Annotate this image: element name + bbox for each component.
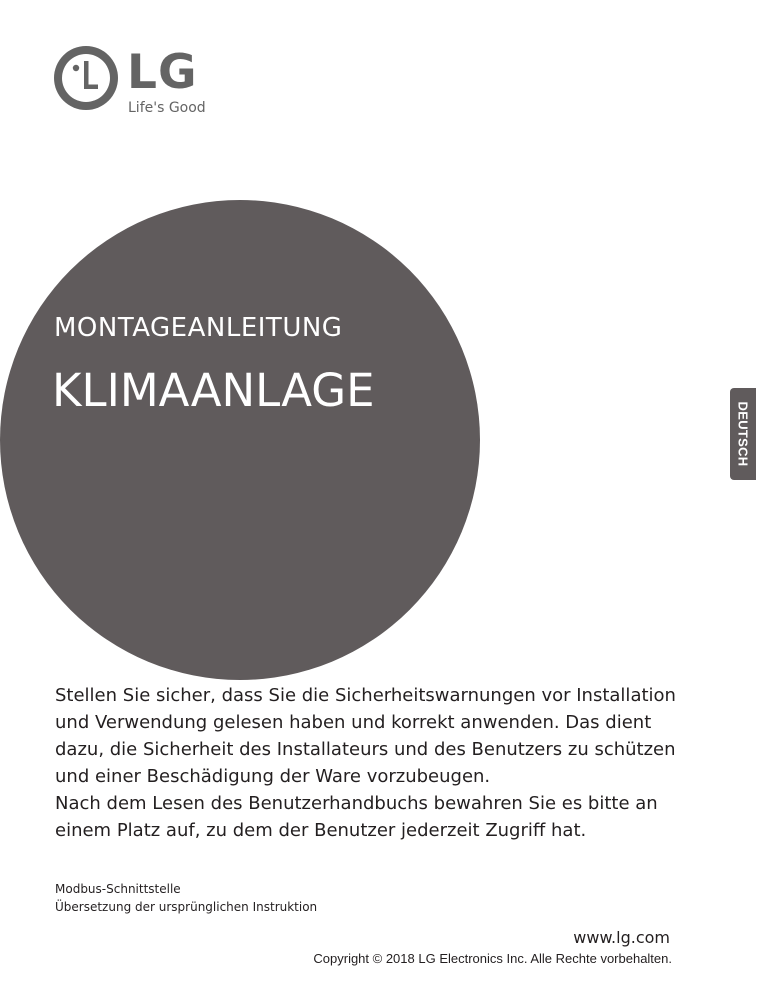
brand-name: LG <box>127 45 198 100</box>
language-tab <box>730 388 756 480</box>
language-label: DEUTSCH <box>735 401 751 467</box>
lg-face-icon <box>54 46 118 110</box>
brand-tagline: Life's Good <box>128 100 206 116</box>
intro-paragraph-safety: Stellen Sie sicher, dass Sie die Sicherheitswarnungen vor Installation und Verwendung gelesen haben und korrekt anwenden. Das dient dazu, die Sicherheit des Installateurs und des Benutzers zu schützen und einer Beschädigung der Ware vorzubeugen. <box>55 685 676 787</box>
intro-paragraph-storage: Nach dem Lesen des Benutzerhandbuchs bewahren Sie es bitte an einem Platz auf, zu dem der Benutzer jederzeit Zugriff hat. <box>55 793 658 841</box>
cover-circle <box>0 200 480 680</box>
document-notes <box>55 880 317 916</box>
copyright-text: Copyright © 2018 LG Electronics Inc. Alle Rechte vorbehalten. <box>313 951 672 966</box>
page-title: KLIMAANLAGE <box>52 364 375 417</box>
intro-text <box>55 682 695 844</box>
document-type: MONTAGEANLEITUNG <box>54 313 343 343</box>
website-url: www.lg.com <box>573 928 670 947</box>
lg-logo <box>54 46 224 120</box>
translation-note: Übersetzung der ursprünglichen Instruktion <box>55 900 318 914</box>
interface-note: Modbus-Schnittstelle <box>55 882 181 896</box>
